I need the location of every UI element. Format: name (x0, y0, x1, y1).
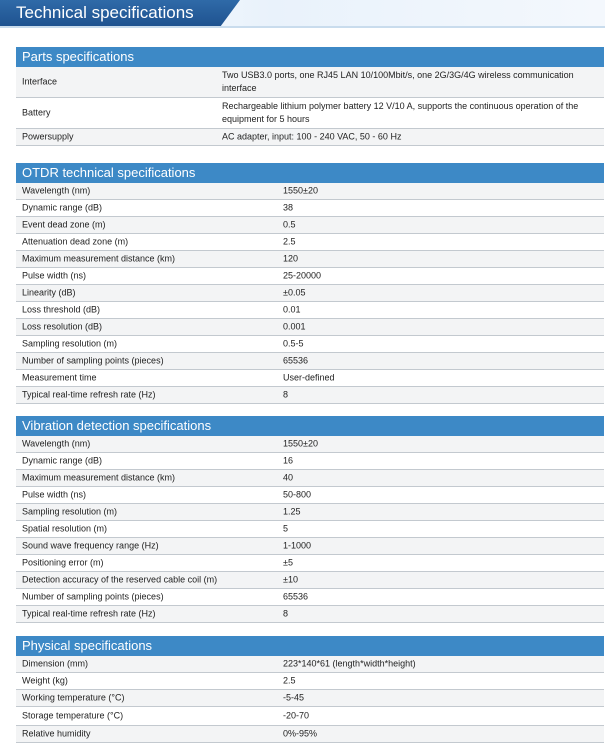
spec-label: Working temperature (°C) (22, 692, 125, 703)
section-heading: Physical specifications (16, 636, 604, 656)
spec-row (16, 234, 604, 251)
spec-label: Attenuation dead zone (m) (22, 236, 129, 247)
spec-row (16, 302, 604, 319)
spec-value: ±10 (283, 574, 298, 585)
spec-row (16, 538, 604, 555)
spec-label: Wavelength (nm) (22, 185, 91, 196)
spec-row (16, 606, 604, 623)
spec-value: 1-1000 (283, 540, 312, 551)
spec-row (16, 707, 604, 726)
spec-value: AC adapter, input: 100 - 240 VAC, 50 - 60 Hz (222, 131, 402, 142)
spec-row (16, 487, 604, 504)
spec-label: Dynamic range (dB) (22, 455, 103, 466)
spec-value: 65536 (283, 355, 309, 366)
spec-label: Number of sampling points (pieces) (22, 591, 164, 602)
spec-value: 2.5 (283, 236, 296, 247)
spec-label: Typical real-time refresh rate (Hz) (22, 389, 156, 400)
spec-value: 0%-95% (283, 728, 318, 739)
spec-row (16, 673, 604, 690)
section-parts-specifications (16, 47, 604, 146)
spec-label: Linearity (dB) (22, 287, 76, 298)
spec-row (16, 98, 604, 129)
spec-row (16, 387, 604, 404)
spec-value: 25-20000 (283, 270, 322, 281)
spec-row (16, 183, 604, 200)
spec-row (16, 504, 604, 521)
spec-value: 0.001 (283, 321, 306, 332)
spec-row (16, 268, 604, 285)
spec-row (16, 370, 604, 387)
spec-label: Maximum measurement distance (km) (22, 253, 176, 264)
spec-row (16, 470, 604, 487)
spec-label: Event dead zone (m) (22, 219, 106, 230)
spec-label: Dimension (mm) (22, 658, 89, 669)
spec-value: 8 (283, 608, 289, 619)
spec-label: Number of sampling points (pieces) (22, 355, 164, 366)
spec-row (16, 251, 604, 268)
spec-value: 2.5 (283, 675, 296, 686)
section-heading: OTDR technical specifications (16, 163, 604, 183)
spec-label: Loss resolution (dB) (22, 321, 103, 332)
spec-value: ±0.05 (283, 287, 306, 298)
section-heading: Vibration detection specifications (16, 416, 604, 436)
spec-value: ±5 (283, 557, 293, 568)
spec-label: Battery (22, 107, 51, 118)
spec-label: Interface (22, 76, 58, 87)
spec-label: Sound wave frequency range (Hz) (22, 540, 159, 551)
spec-value: 1.25 (283, 506, 301, 517)
spec-row (16, 353, 604, 370)
spec-label: Powersupply (22, 131, 74, 142)
title-divider (0, 26, 605, 28)
spec-row (16, 67, 604, 98)
spec-label: Storage temperature (°C) (22, 710, 124, 721)
spec-value: 0.5-5 (283, 338, 304, 349)
spec-value: 1550±20 (283, 185, 318, 196)
spec-label: Detection accuracy of the reserved cable coil (m) (22, 574, 218, 585)
spec-row (16, 726, 604, 743)
section-otdr-technical-specifications (16, 163, 604, 404)
spec-label: Typical real-time refresh rate (Hz) (22, 608, 156, 619)
spec-value: 5 (283, 523, 289, 534)
spec-row (16, 129, 604, 146)
section-vibration-detection-specifications (16, 416, 604, 623)
spec-value: 38 (283, 202, 294, 213)
spec-value: 65536 (283, 591, 309, 602)
spec-label: Maximum measurement distance (km) (22, 472, 176, 483)
spec-value: 50-800 (283, 489, 312, 500)
spec-value: User-defined (283, 372, 335, 383)
spec-row (16, 656, 604, 673)
spec-row (16, 589, 604, 606)
spec-value: Two USB3.0 ports, one RJ45 LAN 10/100Mbit/s, one 2G/3G/4G wireless communication interface (222, 70, 574, 93)
page-title: Technical specifications (16, 3, 194, 22)
section-heading: Parts specifications (16, 47, 604, 67)
spec-value: 1550±20 (283, 438, 318, 449)
spec-row (16, 336, 604, 353)
spec-value: 40 (283, 472, 294, 483)
spec-value: 223*140*61 (length*width*height) (283, 658, 416, 669)
spec-value: 120 (283, 253, 299, 264)
spec-label: Sampling resolution (m) (22, 338, 118, 349)
spec-value: -5-45 (283, 692, 305, 703)
spec-label: Loss threshold (dB) (22, 304, 101, 315)
spec-row (16, 555, 604, 572)
spec-row (16, 572, 604, 589)
spec-row (16, 436, 604, 453)
spec-row (16, 521, 604, 538)
spec-label: Sampling resolution (m) (22, 506, 118, 517)
spec-row (16, 285, 604, 302)
spec-label: Dynamic range (dB) (22, 202, 103, 213)
spec-value: 0.01 (283, 304, 301, 315)
spec-label: Wavelength (nm) (22, 438, 91, 449)
spec-row (16, 453, 604, 470)
spec-label: Measurement time (22, 372, 97, 383)
spec-value: 16 (283, 455, 294, 466)
spec-value: 0.5 (283, 219, 296, 230)
spec-row (16, 690, 604, 707)
spec-label: Weight (kg) (22, 675, 68, 686)
spec-label: Positioning error (m) (22, 557, 104, 568)
spec-row (16, 200, 604, 217)
spec-value: 8 (283, 389, 289, 400)
spec-label: Spatial resolution (m) (22, 523, 108, 534)
section-physical-specifications (16, 636, 604, 743)
spec-label: Pulse width (ns) (22, 270, 87, 281)
spec-row (16, 217, 604, 234)
spec-row (16, 319, 604, 336)
spec-value: -20-70 (283, 710, 310, 721)
spec-value: Rechargeable lithium polymer battery 12 V/10 A, supports the continuous operation of the equipment for 5 hours (222, 101, 579, 124)
spec-label: Relative humidity (22, 728, 91, 739)
spec-label: Pulse width (ns) (22, 489, 87, 500)
